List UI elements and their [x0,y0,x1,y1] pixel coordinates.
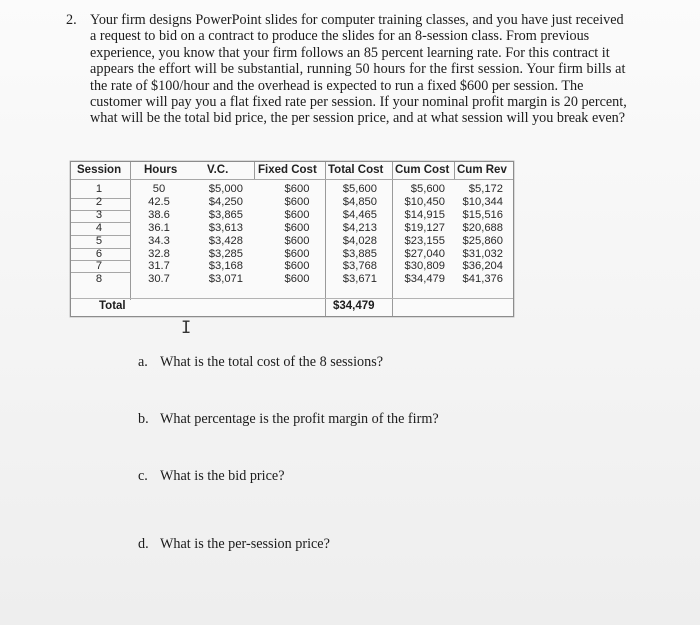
cell-cum-rev: $5,172 [468,183,503,195]
cell-fixed-cost: $600 [284,260,310,272]
cell-cum-cost: $34,479 [404,273,445,285]
subquestion-text: What is the bid price? [160,468,285,484]
subquestion-d [138,536,330,553]
question-number: 2. [66,12,77,28]
table-row [71,273,513,286]
cell-total-cost: $4,028 [342,235,377,247]
cell-cum-rev: $41,376 [462,273,503,285]
table-row [71,235,513,248]
problem-line: a request to bid on a contract to produce the slides for an 8-session class. From previous [90,28,590,45]
table-row [71,209,513,222]
cell-session: 4 [95,222,103,234]
table-row [71,248,513,261]
cell-hours: 32.8 [148,248,170,260]
subquestion-text: What is the per-session price? [160,536,330,552]
subquestion-c [138,468,285,485]
cell-total-cost: $4,213 [342,222,377,234]
cell-cum-rev: $36,204 [462,260,503,272]
cell-fixed-cost: $600 [284,273,310,285]
table-row [71,222,513,235]
cell-total-cost: $5,600 [342,183,377,195]
cell-session: 5 [95,235,103,247]
cell-vc: $3,613 [208,222,243,234]
cell-hours: 34.3 [148,235,170,247]
subquestion-b [138,411,439,428]
cell-total-cost: $3,671 [342,273,377,285]
subquestion-label: b. [138,411,149,427]
cell-vc: $3,168 [208,260,243,272]
cell-cum-cost: $5,600 [410,183,445,195]
header-fixed-cost: Fixed Cost [258,164,317,176]
cell-total-cost: $3,885 [342,248,377,260]
text-cursor-icon: I [181,318,192,338]
cell-hours: 50 [152,183,166,195]
table-header-row [71,162,513,179]
cell-hours: 30.7 [148,273,170,285]
cell-hours: 31.7 [148,260,170,272]
table-total-row [71,299,513,314]
header-total-cost: Total Cost [328,164,384,176]
cost-table [70,161,514,317]
cell-session: 7 [95,260,103,272]
cell-vc: $3,285 [208,248,243,260]
cell-fixed-cost: $600 [284,235,310,247]
cell-session: 1 [95,183,103,195]
cell-hours: 42.5 [148,196,170,208]
cell-vc: $3,071 [208,273,243,285]
problem-line: customer will pay you a flat fixed rate per session. If your nominal profit margin is 20 percent, [90,94,627,111]
cell-session: 2 [95,196,103,208]
header-cum-rev: Cum Rev [457,164,507,176]
header-session: Session [77,164,122,176]
cell-cum-cost: $14,915 [404,209,445,221]
cell-total-cost: $4,850 [342,196,377,208]
cell-cum-rev: $10,344 [462,196,503,208]
cell-fixed-cost: $600 [284,196,310,208]
subquestion-a [138,354,383,371]
total-label: Total [99,300,126,312]
cell-hours: 36.1 [148,222,170,234]
cell-session: 3 [95,209,103,221]
cell-cum-cost: $23,155 [404,235,445,247]
problem-line: what will be the total bid price, the per session price, and at what session will you break even? [90,110,626,127]
cell-cum-rev: $25,860 [462,235,503,247]
cell-hours: 38.6 [148,209,170,221]
column-divider [254,162,255,179]
problem-line: experience, you know that your firm follows an 85 percent learning rate. For this contract it [90,44,610,61]
cell-fixed-cost: $600 [284,209,310,221]
subquestion-label: a. [138,354,148,370]
problem-line: Your firm designs PowerPoint slides for computer training classes, and you have just received [90,12,624,28]
problem-line: appears the effort will be substantial, running 50 hours for the first session. Your firm bills at [90,61,626,78]
cell-fixed-cost: $600 [284,248,310,260]
row-divider [71,179,513,180]
problem-line: the rate of $100/hour and the overhead is expected to run a fixed $600 per session. The [90,77,584,94]
cell-vc: $3,865 [208,209,243,221]
cell-session: 6 [95,248,103,260]
subquestion-label: c. [138,468,148,484]
cell-total-cost: $3,768 [342,260,377,272]
subquestion-text: What is the total cost of the 8 sessions? [160,354,384,370]
cell-cum-rev: $15,516 [462,209,503,221]
cell-cum-cost: $30,809 [404,260,445,272]
header-cum-cost: Cum Cost [395,164,450,176]
cell-session: 8 [95,273,103,285]
cell-vc: $3,428 [208,235,243,247]
cell-cum-cost: $19,127 [404,222,445,234]
cell-vc: $5,000 [208,183,243,195]
cell-cum-cost: $27,040 [404,248,445,260]
table-row [71,260,513,273]
cell-fixed-cost: $600 [284,183,310,195]
cell-cum-rev: $20,688 [462,222,503,234]
header-hours: Hours [144,164,178,176]
column-divider [454,162,455,179]
subquestion-label: d. [138,536,149,552]
header-vc: V.C. [207,164,229,176]
cost-table-grid [70,161,514,317]
cell-total-cost: $4,465 [342,209,377,221]
problem-statement [90,12,662,127]
cell-vc: $4,250 [208,196,243,208]
table-row [71,196,513,209]
cell-cum-rev: $31,032 [462,248,503,260]
total-value: $34,479 [333,300,375,312]
subquestion-text: What percentage is the profit margin of the firm? [160,411,439,427]
table-row [71,183,513,196]
cell-fixed-cost: $600 [284,222,310,234]
cell-cum-cost: $10,450 [404,196,445,208]
